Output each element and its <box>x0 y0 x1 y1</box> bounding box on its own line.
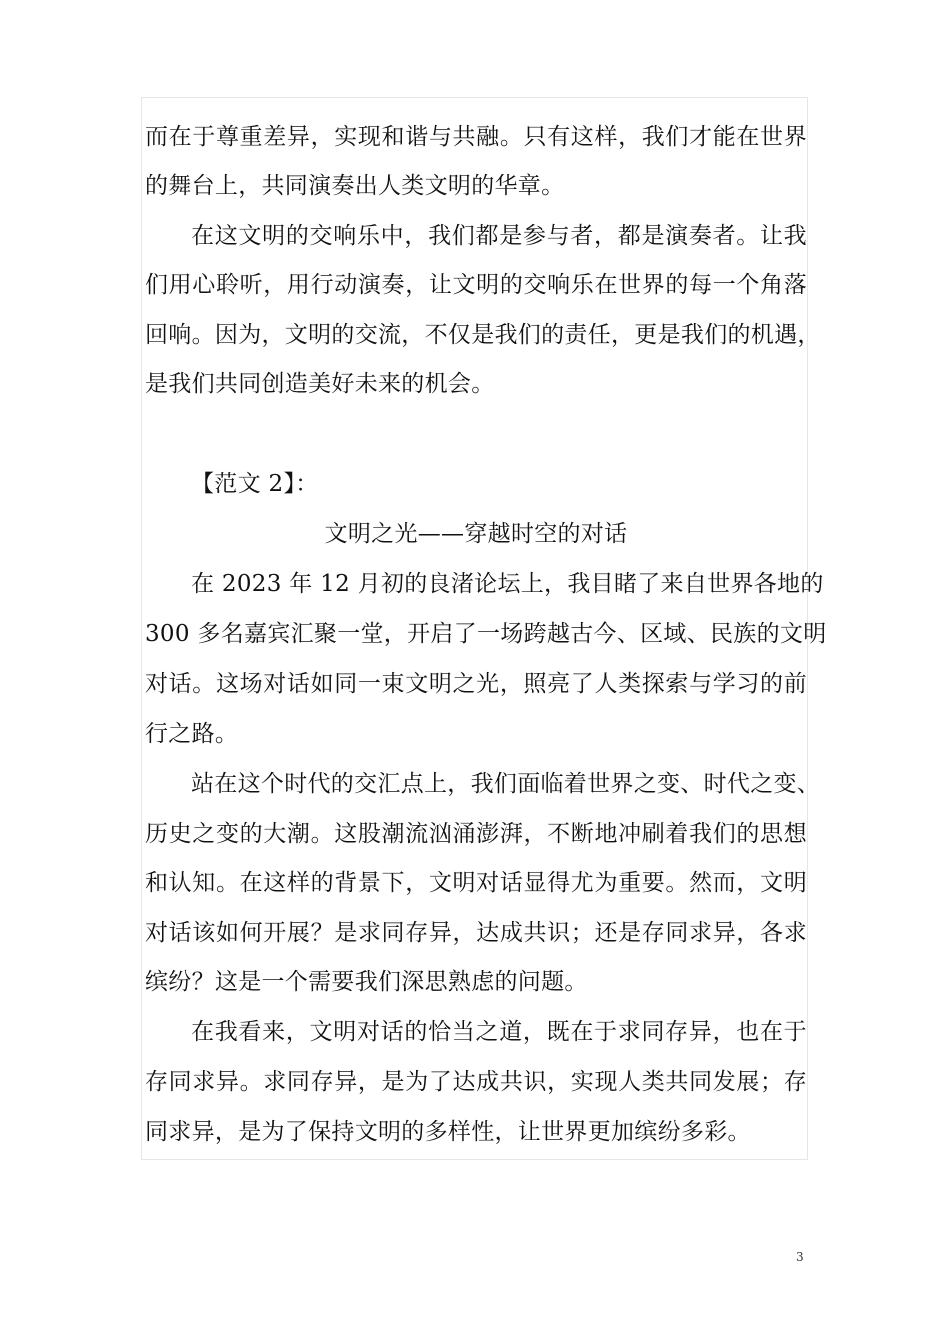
text-line: 们用心聆听，用行动演奏，让文明的交响乐在世界的每一个角落 <box>145 272 807 298</box>
text-line: 300 多名嘉宾汇聚一堂，开启了一场跨越古今、区域、民族的文明 <box>145 621 827 647</box>
text-line: 的舞台上，共同演奏出人类文明的华章。 <box>145 173 565 199</box>
paragraph-first-line: 站在这个时代的交汇点上，我们面临着世界之变、时代之变、 <box>191 771 821 797</box>
essay-title: 文明之光——穿越时空的对话 <box>324 521 628 547</box>
text-line: 和认知。在这样的背景下，文明对话显得尤为重要。然而，文明 <box>145 870 807 896</box>
paragraph-first-line: 在 2023 年 12 月初的良渚论坛上，我目睹了来自世界各地的 <box>191 571 824 597</box>
page-number: 3 <box>796 1250 804 1264</box>
text-line: 回响。因为，文明的交流，不仅是我们的责任，更是我们的机遇， <box>145 322 821 348</box>
text-line: 历史之变的大潮。这股潮流汹涌澎湃，不断地冲刷着我们的思想 <box>145 821 807 847</box>
text-line: 对话该如何开展？是求同存异，达成共识；还是存同求异，各求 <box>145 920 807 946</box>
paragraph-first-line: 在这文明的交响乐中，我们都是参与者，都是演奏者。让我 <box>191 223 807 249</box>
text-line: 对话。这场对话如同一束文明之光，照亮了人类探索与学习的前 <box>145 671 807 697</box>
text-line: 而在于尊重差异，实现和谐与共融。只有这样，我们才能在世界 <box>145 124 807 150</box>
text-line: 是我们共同创造美好未来的机会。 <box>145 371 495 397</box>
text-line: 存同求异。求同存异，是为了达成共识，实现人类共同发展；存 <box>145 1069 807 1095</box>
text-line: 缤纷？这是一个需要我们深思熟虑的问题。 <box>145 969 588 995</box>
text-line: 同求异，是为了保持文明的多样性，让世界更加缤纷多彩。 <box>145 1119 751 1145</box>
section-label: 【范文 2】： <box>191 471 319 497</box>
paragraph-first-line: 在我看来，文明对话的恰当之道，既在于求同存异，也在于 <box>191 1019 807 1045</box>
text-line: 行之路。 <box>145 721 239 747</box>
